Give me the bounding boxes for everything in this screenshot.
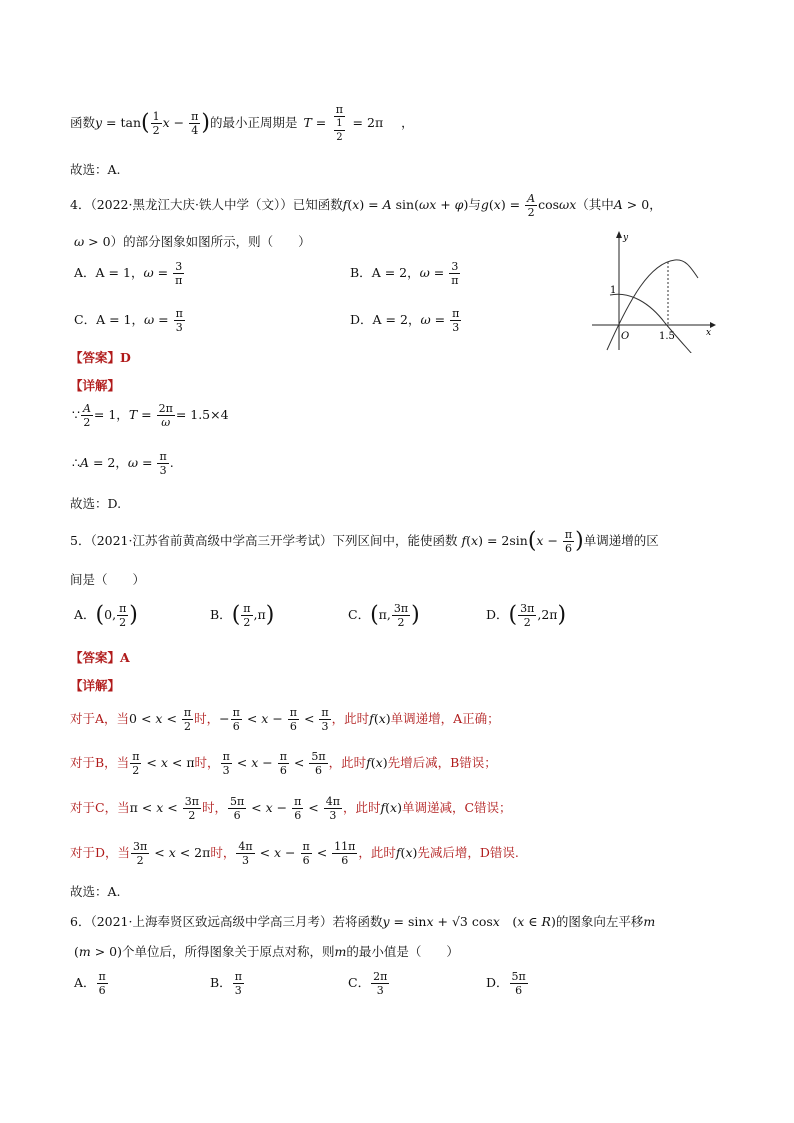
q4-option-c-wnum: π [175,307,183,320]
q5-sol-a-pre: 对于A，当 [70,711,130,726]
q5-choose: 故选：A. [70,884,121,899]
q5-sol-d-mid: 时， [210,845,236,860]
q5-option-a[interactable]: A．(0, $\frac{\pi}{2}$ ) [74,602,138,629]
origin-label: O [621,331,630,342]
period-line: 函数y = tan( $\frac{1}{2}$ x − $\frac{\pi}{4}$ )的最小正周期是 T = $\frac{\pi}{\frac{1}{2}}$ = 2π ， [70,103,414,143]
q5-sol-a-post: ，此时 [331,711,370,726]
q4-option-d-label: D． [350,312,373,327]
q4-option-c-wden: 3 [175,321,183,334]
q5-sol-d-post: ，此时 [358,845,396,860]
q4-option-d-value: A = 2 [372,312,408,327]
q5-stem-line2: 间是（ ） [70,572,146,587]
q4-stem1: 已知函数 [292,197,343,212]
q6-stem4: 的最小值是（ ） [346,944,459,959]
q4-option-a-wden: π [175,274,183,287]
q6-option-a-label: A． [74,975,96,990]
q6-option-c-label: C． [348,975,371,990]
q4-option-b[interactable]: B．A = 2，ω = $\frac{3}{\pi}$ [350,260,459,287]
q5-sol-b-mid: 时， [194,755,220,770]
q6-stem1: 若将函数 [332,914,383,929]
x-axis-label: x [706,328,712,338]
q4-option-d-wden: 3 [452,321,460,334]
q5-sol-c-mid: 时， [201,800,227,815]
q4-option-b-wden: π [451,274,459,287]
q5-solution-c: 对于C，当π < x < $\frac{3\pi}{2}$ 时， $\frac{5\pi}{6}$ < x − $\frac{\pi}{6}$ < $\frac{4\pi}{3}$ ，此时f(x)单调递减，C错误； [70,795,512,822]
q6-stem-line2: (m > 0)个单位后，所得图象关于原点对称，则m的最小值是（ ） [74,944,459,959]
q6-option-c[interactable]: C． $\frac{2\pi}{3}$ [348,970,388,997]
y-axis-arrow-icon [616,231,622,238]
q5-sol-d-pre: 对于D，当 [70,845,131,860]
q6-option-a[interactable]: A． $\frac{\pi}{6}$ [74,970,106,997]
q4-stem5: ）的部分图象如图所示，则（ ） [110,234,311,249]
q5-sol-b-end: 先增后减，B错误； [387,755,497,770]
q4-option-b-value: A = 2 [371,265,408,280]
q6-option-b-label: B． [210,975,232,990]
q5-sol-c-pre: 对于C，当 [70,800,130,815]
q5-sol-c-post: ，此时 [342,800,381,815]
q6-stem2: 的图象向左平移 [555,914,644,929]
q4-option-c[interactable]: C．A = 1，ω = $\frac{\pi}{3}$ [74,307,183,334]
choose-a-1: 故选：A. [70,162,121,177]
q5-solution-d: 对于D，当 $\frac{3\pi}{2}$ < x < 2π时， $\frac{4\pi}{3}$ < x − $\frac{\pi}{6}$ < $\frac{11\pi}{6}$ ，此时f(x)先减后增，D错误. [70,840,519,867]
q5-detail-heading: 【详解】 [70,678,121,693]
q4-option-a-wnum: 3 [175,260,183,273]
q5-sol-c-end: 单调递减，C错误； [401,800,512,815]
tick-label-15: 1.5 [659,331,675,342]
q5-sol-a-end: 单调递增，A正确； [390,711,500,726]
q5-sol-d-end: 先减后增，D错误. [417,845,519,860]
q6-source: （2021·上海奉贤区致远高级中学高三月考） [90,914,333,929]
q5-solution-a: 对于A，当0 < x < $\frac{\pi}{2}$ 时，− $\frac{\pi}{6}$ < x − $\frac{\pi}{6}$ < $\frac{\pi}{3}$ ，此时f(x)单调递增，A正确； [70,706,500,733]
q6-stem-line1: 6．（2021·上海奉贤区致远高级中学高三月考）若将函数y = sinx + √3 cosx (x ∈ R)的图象向左平移m [70,914,656,929]
q4-option-d[interactable]: D．A = 2，ω = $\frac{\pi}{3}$ [350,307,460,334]
q5-stem-line1: 5．（2021·江苏省前黄高级中学高三开学考试）下列区间中，能使函数 f(x) = 2sin(x − $\frac{\pi}{6}$ )单调递增的区 [70,528,659,555]
q4-function-graph [590,228,720,353]
q4-option-a-label: A． [74,265,96,280]
y-axis-label: y [623,233,629,243]
q4-option-c-label: C． [74,312,97,327]
q5-option-d[interactable]: D．( $\frac{3\pi}{2}$ ,2π) [486,602,567,629]
q4-number: 4． [70,197,91,212]
q5-option-b[interactable]: B．( $\frac{\pi}{2}$ ,π) [210,602,275,629]
q5-number: 5． [70,533,91,548]
cosine-curve [610,294,692,353]
q5-option-c[interactable]: C．(π, $\frac{3\pi}{2}$ ) [348,602,420,629]
q5-solution-b: 对于B，当 $\frac{\pi}{2}$ < x < π时， $\frac{\pi}{3}$ < x − $\frac{\pi}{6}$ < $\frac{5\pi}{6}$ ，此时f(x)先增后减，B错误； [70,750,497,777]
q5-source: （2021·江苏省前黄高级中学高三开学考试） [90,533,333,548]
q5-stem1: 下列区间中，能使函数 [332,533,458,548]
tick-label-1: 1 [610,285,617,296]
q4-option-b-label: B． [350,265,372,280]
q6-stem3: 个单位后，所得图象关于原点对称，则 [122,944,335,959]
q4-option-a[interactable]: A．A = 1，ω = $\frac{3}{\pi}$ [74,260,183,287]
q6-option-d[interactable]: D． $\frac{5\pi}{6}$ [486,970,526,997]
q4-option-a-value: A = 1 [95,265,131,280]
q4-stem4: ， [649,197,662,212]
q4-stem2: 与 [468,197,481,212]
q4-choose: 故选：D. [70,496,122,511]
q4-option-b-wnum: 3 [451,260,459,273]
q4-source: （2022·黑龙江大庆·铁人中学（文）） [90,197,293,212]
period-tail: ， [401,115,414,130]
q4-stem3: （其中 [576,197,614,212]
q5-stem2: 单调递增的区 [583,533,659,548]
q5-sol-b-pre: 对于B，当 [70,755,130,770]
period-suffix: 的最小正周期是 [209,115,298,130]
q5-answer: 【答案】A [70,650,130,665]
q4-stem-line2: ω > 0）的部分图象如图所示，则（ ） [74,234,311,249]
q6-number: 6． [70,914,91,929]
q4-option-d-wnum: π [452,307,460,320]
q5-sol-b-post: ，此时 [328,755,367,770]
q4-detail-line1: ∵ $\frac{A}{2}$ = 1，T = $\frac{2\pi}{\omega}$ = 1.5×4 [72,402,229,429]
q5-sol-a-mid: 时， [194,711,220,726]
q4-stem-line1: 4．（2022·黑龙江大庆·铁人中学（文））已知函数f(x) = A sin(ωx + φ)与g(x) = $\frac{A}{2}$ cosωx（其中A > 0， [70,192,662,219]
q4-detail-heading: 【详解】 [70,378,121,393]
q6-option-b[interactable]: B． $\frac{\pi}{3}$ [210,970,242,997]
q4-detail-line2: ∴A = 2，ω = $\frac{\pi}{3}$ . [72,450,174,477]
q6-option-d-label: D． [486,975,509,990]
q4-option-c-value: A = 1 [96,312,132,327]
period-prefix: 函数 [70,115,96,130]
q4-answer: 【答案】D [70,350,131,365]
